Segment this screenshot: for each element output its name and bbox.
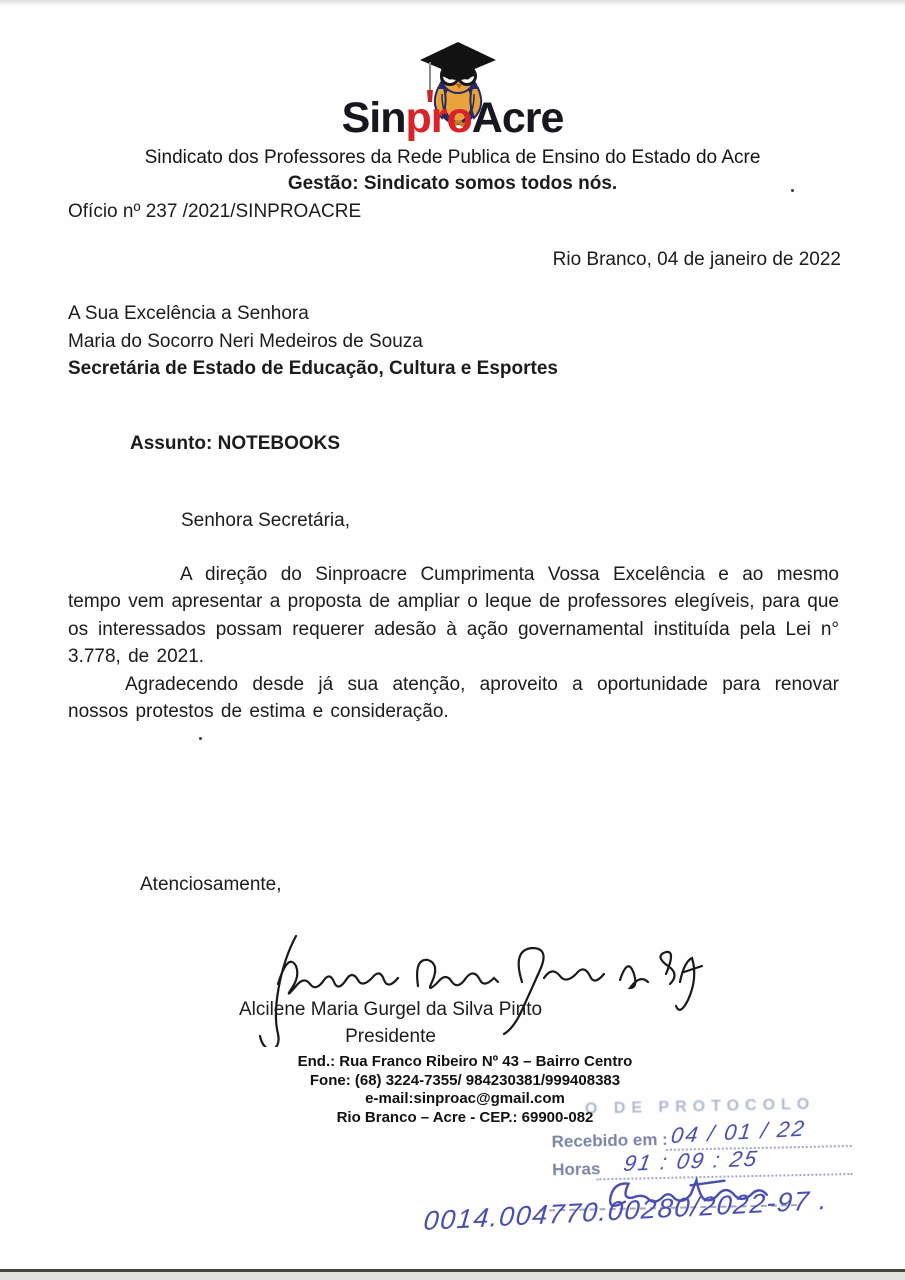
salutation-line: Senhora Secretária, <box>181 510 350 531</box>
management-slogan-line: Gestão: Sindicato somos todos nós. <box>287 173 618 194</box>
handwritten-hours: 91 : 09 : 25 <box>621 1145 761 1176</box>
handwritten-received-date: 04 / 01 / 22 <box>669 1115 808 1149</box>
letter-body <box>68 561 839 725</box>
city-date-line: Rio Branco, 04 de janeiro de 2022 <box>552 249 841 270</box>
signer-block <box>68 996 713 1050</box>
brand-sin: Sin <box>341 94 406 142</box>
footer-email: e-mail:sinproac@gmail.com <box>365 1090 565 1108</box>
addressee-title: Secretária de Estado de Educação, Cultura e Esportes <box>68 358 558 379</box>
scan-edge-bottom-light <box>0 1272 905 1280</box>
signer-title: Presidente <box>345 1026 436 1047</box>
addressee-block <box>68 300 558 383</box>
addressee-name: Maria do Socorro Neri Medeiros de Souza <box>68 330 423 352</box>
stamp-received-label: Recebido em : <box>551 1129 668 1152</box>
body-paragraph-2: Agradecendo desde já sua atenção, aproveito a oportunidade para renovar nossos protestos de estima e consideração. <box>68 673 839 723</box>
scan-speck <box>199 737 202 740</box>
signer-name: Alcilene Maria Gurgel da Silva Pinto <box>238 999 543 1020</box>
addressee-honorific: A Sua Excelência a Senhora <box>68 303 309 324</box>
scan-edge-top <box>0 0 905 6</box>
brand-acre: Acre <box>471 94 564 142</box>
org-name-line: Sindicato dos Professores da Rede Publica de Ensino do Estado do Acre <box>144 147 761 168</box>
scan-speck <box>791 189 794 192</box>
handwritten-protocol-number: 0014.004770.00280/2022-97 . <box>422 1184 830 1236</box>
footer-address: End.: Rua Franco Ribeiro Nº 43 – Bairro Centro <box>297 1053 633 1070</box>
footer-phone: Fone: (68) 3224-7355/ 984230381/999408383 <box>309 1071 621 1089</box>
stamp-hours-label: Horas <box>552 1159 601 1180</box>
stamp-header-fragment: O DE PROTOCOLO <box>584 1095 816 1118</box>
closing-line: Atenciosamente, <box>140 874 282 895</box>
brand-wordmark <box>0 94 905 143</box>
subject-line: Assunto: NOTEBOOKS <box>130 433 341 454</box>
body-paragraph-1: A direção do Sinproacre Cumprimenta Vossa Excelência e ao mesmo tempo vem apresentar a proposta de ampliar o leque de professores elegíveis, para que os interessados possam requerer adesão à ação governamental instituída pela Lei n° 3.778, de 2021. <box>68 564 839 668</box>
oficio-number-line: Ofício nº 237 /2021/SINPROACRE <box>68 201 362 222</box>
footer-city-cep: Rio Branco – Acre - CEP.: 69900-082 <box>336 1108 594 1126</box>
brand-pro: pro <box>405 94 472 142</box>
